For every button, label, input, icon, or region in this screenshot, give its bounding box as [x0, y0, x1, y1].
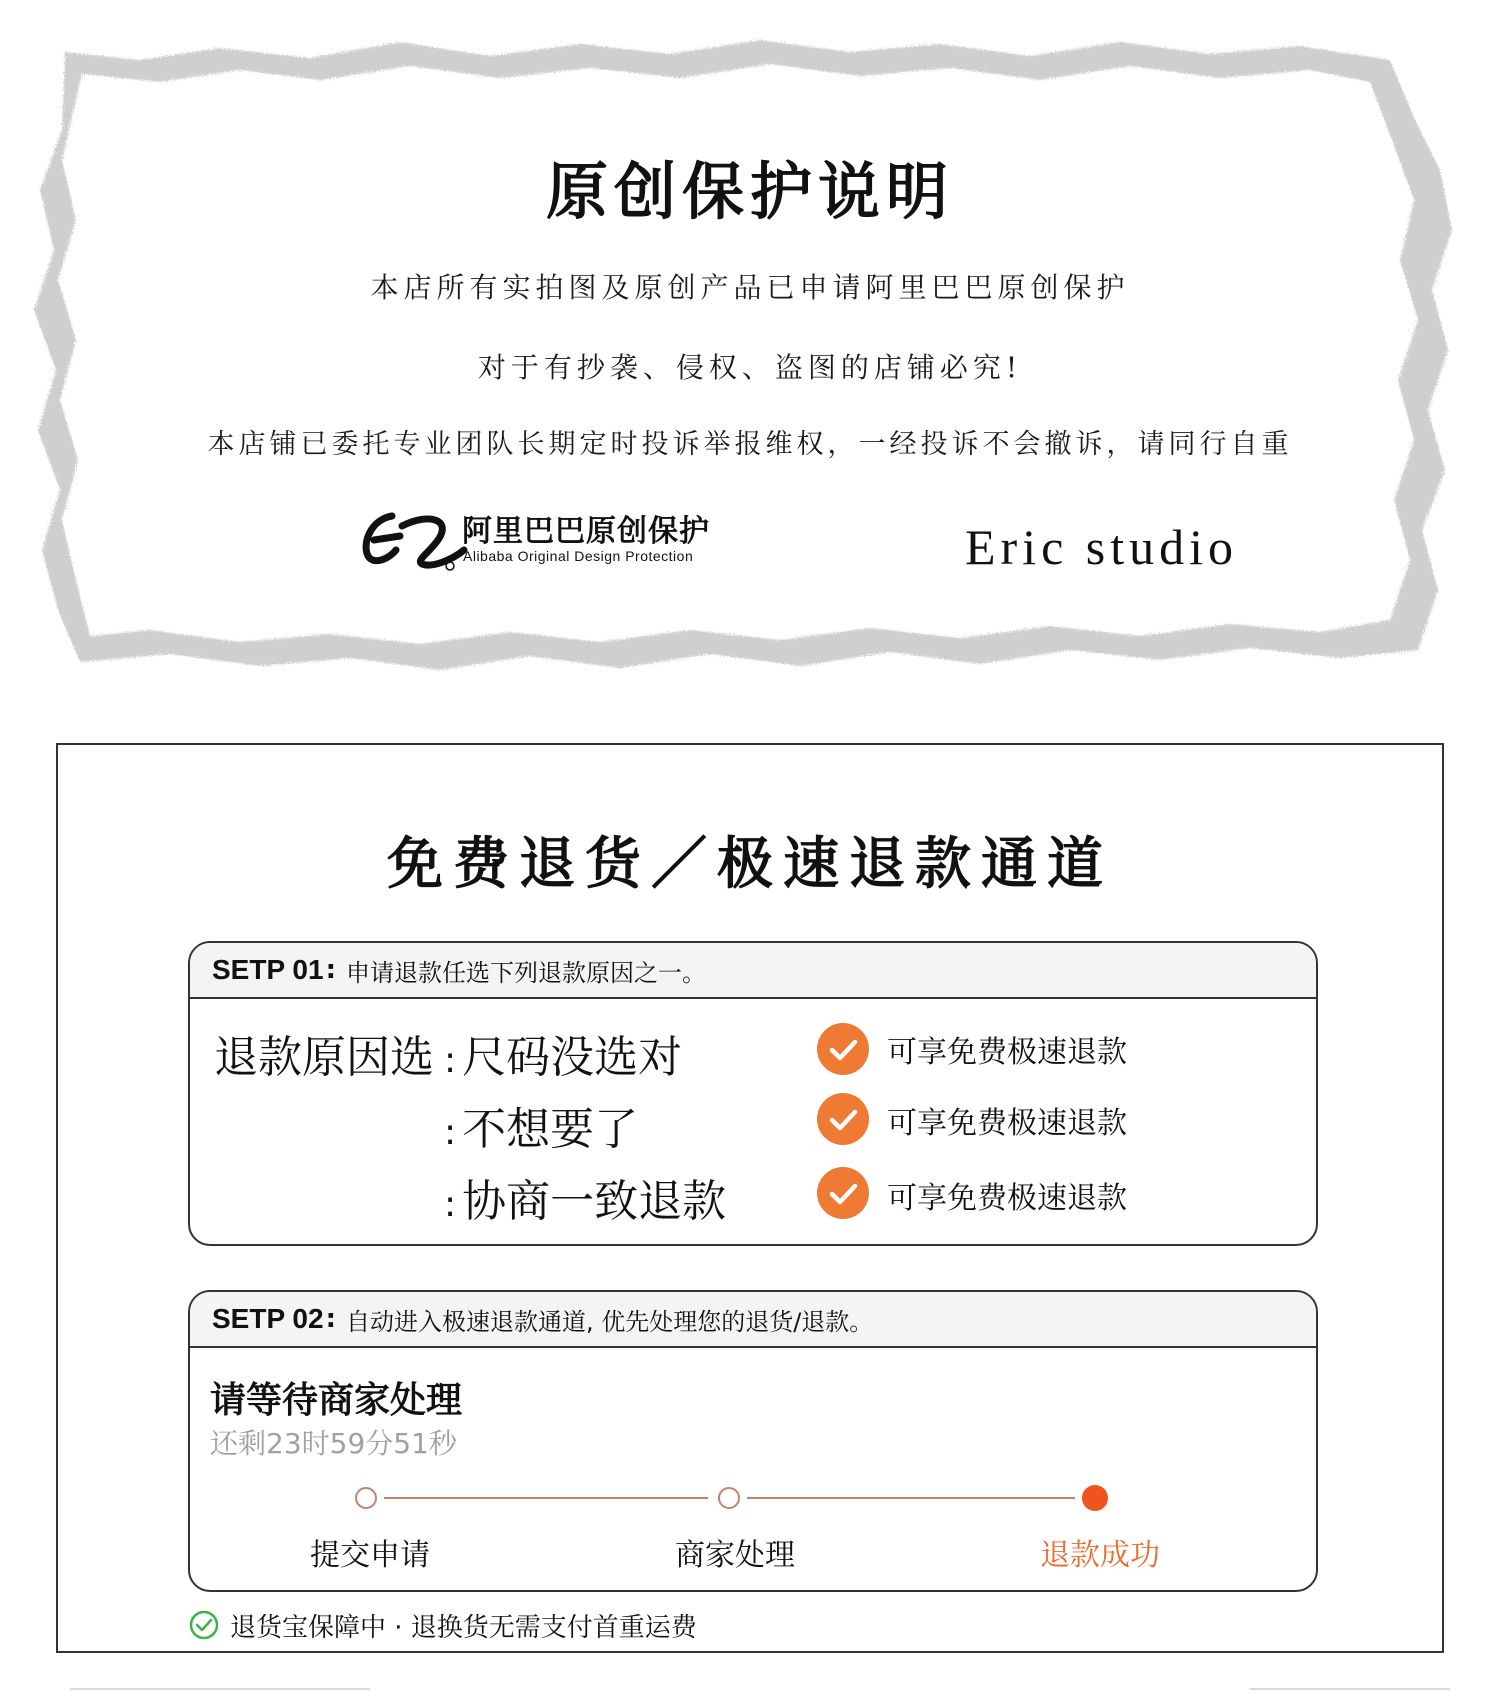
countdown-timer: 还剩23时59分51秒 — [210, 1427, 457, 1460]
benefit-text: 可享免费极速退款 — [887, 1181, 1127, 1216]
reason-prefix: 退款原因选 — [214, 1032, 434, 1083]
step-2-header — [190, 1292, 1316, 1348]
progress-label-success: 退款成功 — [1040, 1538, 1160, 1573]
refund-title: 免费退货／极速退款通道 — [387, 832, 1113, 897]
reason-item — [444, 1093, 638, 1157]
step-2-description: 自动进入极速退款通道, 优先处理您的退货/退款。 — [345, 1307, 874, 1336]
reason-label: 协商一致退款 — [462, 1176, 727, 1227]
alibaba-logo-chinese: 阿里巴巴原创保护 — [462, 514, 710, 549]
check-circle-icon — [817, 1167, 869, 1219]
notice-title: 原创保护说明 — [545, 155, 954, 228]
alibaba-logo-english: Alibaba Original Design Protection — [463, 548, 694, 564]
notice-line-1: 本店所有实拍图及原创产品已申请阿里巴巴原创保护 — [370, 271, 1130, 304]
wait-title: 请等待商家处理 — [210, 1380, 463, 1421]
step-2-colon: : — [325, 1304, 336, 1334]
step-2-label: SETP 02 — [212, 1303, 324, 1334]
studio-name: Eric studio — [965, 519, 1239, 575]
step-2-card — [188, 1290, 1318, 1592]
guarantee-text: 退货宝保障中 · 退换货无需支付首重运费 — [230, 1612, 697, 1643]
progress-connector — [384, 1497, 708, 1499]
step-1-description: 申请退款任选下列退款原因之一。 — [345, 958, 706, 987]
progress-connector — [747, 1497, 1075, 1499]
step-1-label: SETP 01 — [212, 954, 324, 985]
refund-section — [56, 743, 1444, 1653]
bottom-divider-left — [70, 1688, 370, 1690]
guarantee-note — [188, 1605, 697, 1645]
reason-colon: : — [444, 1184, 457, 1225]
reason-colon: : — [444, 1112, 457, 1153]
reason-item — [444, 1021, 682, 1085]
progress-node-success-active — [1082, 1485, 1108, 1511]
step-1-colon: : — [325, 955, 336, 985]
guarantee-check-icon — [188, 1609, 220, 1641]
protection-notice-card — [20, 30, 1480, 710]
step-1-card — [188, 941, 1318, 1246]
progress-node-submit — [355, 1487, 377, 1509]
reason-item — [444, 1165, 726, 1229]
check-circle-icon — [817, 1023, 869, 1075]
reason-colon: : — [444, 1040, 457, 1081]
progress-label-submit: 提交申请 — [310, 1538, 430, 1573]
alibaba-protection-logo — [360, 506, 760, 586]
notice-line-2: 对于有抄袭、侵权、盗图的店铺必究! — [477, 351, 1023, 384]
reason-label: 不想要了 — [462, 1104, 639, 1155]
benefit-text: 可享免费极速退款 — [887, 1035, 1127, 1070]
notice-line-3: 本店铺已委托专业团队长期定时投诉举报维权，一经投诉不会撤诉，请同行自重 — [207, 429, 1293, 460]
step-1-header — [190, 943, 1316, 999]
reason-label: 尺码没选对 — [462, 1032, 683, 1083]
alibaba-logo-icon — [360, 506, 470, 586]
benefit-text: 可享免费极速退款 — [887, 1106, 1127, 1141]
bottom-divider-right — [1250, 1688, 1450, 1690]
progress-label-merchant: 商家处理 — [675, 1538, 795, 1573]
check-circle-icon — [817, 1093, 869, 1145]
progress-node-merchant — [718, 1487, 740, 1509]
